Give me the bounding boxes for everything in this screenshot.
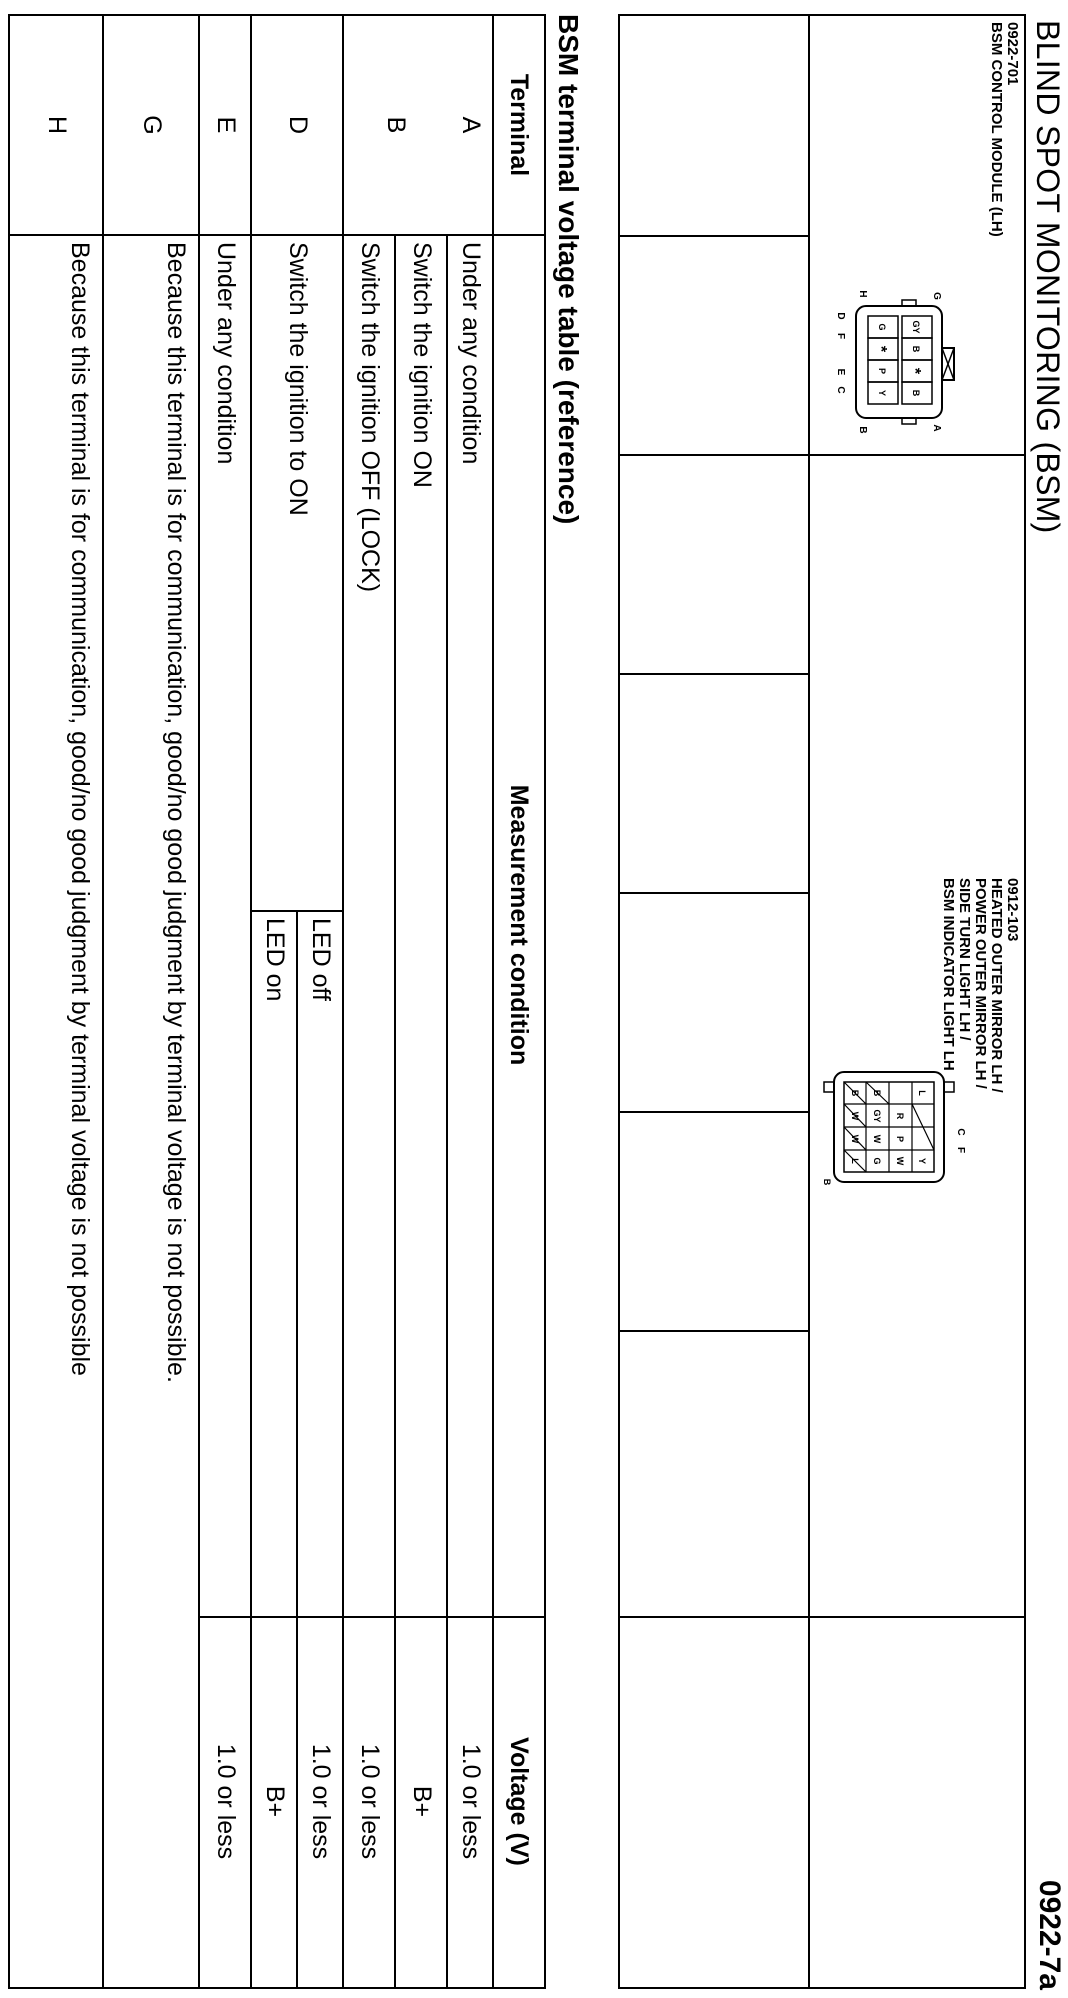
terminal-letter: H	[857, 290, 868, 298]
connector-2-name: POWER OUTER MIRROR LH /	[972, 878, 989, 1089]
divider	[808, 16, 810, 1987]
voltage-cell: B+	[408, 1785, 437, 1818]
terminal-cell: D	[284, 115, 313, 135]
divider	[620, 673, 810, 675]
terminal-cell: A	[457, 116, 486, 134]
terminal-cell: E	[212, 116, 241, 134]
wire-color: W	[850, 1134, 860, 1144]
terminal-letter: F	[835, 332, 846, 340]
terminal-letter: D	[835, 312, 846, 320]
connector-1-label	[988, 22, 1020, 237]
wire-color: G	[877, 323, 887, 331]
wire-color: L	[917, 1090, 927, 1096]
voltage-table	[8, 14, 546, 1989]
divider	[620, 1616, 1024, 1618]
header-condition: Measurement condition	[505, 784, 534, 1066]
wire-color: B	[872, 1089, 882, 1097]
wire-color: R	[895, 1112, 905, 1120]
voltage-table-title: BSM terminal voltage table (reference)	[553, 14, 584, 525]
wire-color: L	[850, 1158, 860, 1164]
connector-table	[618, 14, 1026, 1989]
terminal-cell: G	[138, 115, 167, 135]
condition-sub-cell: LED off	[307, 918, 336, 1001]
terminal-cell: B	[382, 116, 411, 134]
condition-cell: Switch the ignition ON	[408, 242, 437, 488]
terminal-letter: G	[931, 292, 942, 300]
wire-color: G	[872, 1157, 882, 1165]
header-voltage: Voltage (V)	[505, 1737, 534, 1866]
terminal-letter: E	[835, 368, 846, 376]
wire-color: P	[877, 367, 887, 375]
page-code: 0922-7a	[1033, 1879, 1066, 1990]
voltage-cell: 1.0 or less	[457, 1743, 486, 1860]
terminal-letter: C	[835, 386, 846, 394]
connector-1-diagram	[824, 256, 964, 456]
connector-2-name: SIDE TURN LIGHT LH /	[956, 878, 973, 1041]
header-terminal: Terminal	[505, 73, 534, 177]
condition-cell: Under any condition	[212, 242, 241, 465]
condition-cell: Because this terminal is for communication, good/no good judgment by terminal voltage is not possible	[66, 242, 95, 1376]
condition-cell: Under any condition	[457, 242, 486, 465]
terminal-letter: A	[931, 424, 942, 432]
divider	[252, 910, 344, 912]
connector-2-name: HEATED OUTER MIRROR LH /	[988, 878, 1005, 1093]
page-title: BLIND SPOT MONITORING (BSM)	[1030, 20, 1066, 534]
connector-1-name: BSM CONTROL MODULE (LH)	[988, 22, 1005, 237]
terminal-letter: C	[955, 1128, 966, 1136]
wire-color: GY	[872, 1109, 882, 1123]
wire-color: W	[850, 1111, 860, 1121]
condition-cell: Switch the ignition OFF (LOCK)	[356, 242, 385, 593]
wire-color: GY	[911, 320, 921, 334]
terminal-letter: B	[857, 426, 868, 434]
divider	[620, 235, 810, 237]
voltage-cell: 1.0 or less	[356, 1743, 385, 1860]
terminal-letter: F	[955, 1146, 966, 1154]
connector-2-diagram	[814, 1036, 964, 1216]
wire-color: Y	[917, 1157, 927, 1165]
condition-cell: Because this terminal is for communication, good/no good judgment by terminal voltage is not possible.	[162, 242, 191, 1383]
wire-color: W	[895, 1156, 905, 1166]
wire-color: W	[872, 1134, 882, 1144]
connector-2-number: 0912-103	[1004, 878, 1021, 942]
wire-color: P	[895, 1135, 905, 1143]
divider	[620, 1111, 810, 1113]
connector-2-name: BSM INDICATOR LIGHT LH	[940, 878, 957, 1071]
voltage-cell: 1.0 or less	[212, 1743, 241, 1860]
wire-color: B	[911, 389, 921, 397]
terminal-cell: H	[43, 115, 72, 135]
condition-cell: Switch the ignition to ON	[284, 242, 313, 516]
divider	[10, 234, 544, 236]
wire-color: B	[911, 345, 921, 353]
voltage-cell: B+	[261, 1785, 290, 1818]
voltage-cell: 1.0 or less	[307, 1743, 336, 1860]
divider	[620, 892, 810, 894]
wire-color: Y	[877, 389, 887, 397]
unused-cavity-mark: *	[872, 345, 889, 353]
condition-sub-cell: LED on	[261, 918, 290, 1002]
connector-1-number: 0922-701	[1004, 22, 1021, 86]
divider	[620, 1330, 810, 1332]
wire-color: B	[850, 1089, 860, 1097]
unused-cavity-mark: *	[906, 367, 923, 375]
wire-color: B	[822, 1178, 832, 1186]
